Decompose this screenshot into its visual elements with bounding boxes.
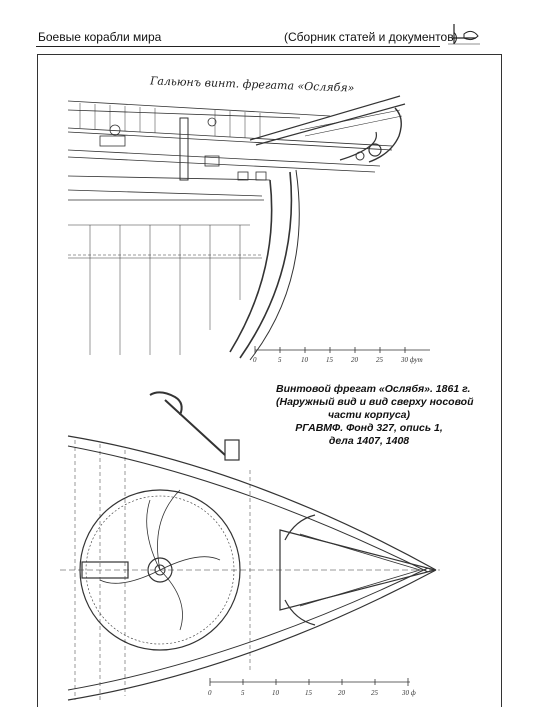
book-title: Боевые корабли мира [38,30,162,44]
bottom-scale-label: 5 [241,689,245,697]
top-scale-label: 20 [351,356,358,364]
top-scale-label: 25 [376,356,383,364]
top-scale-label: 5 [278,356,282,364]
caption-line: части корпуса) [327,409,411,421]
bottom-scale-labels [208,689,416,697]
caption-line: Винтовой фрегат «Ослябя». 1861 г. [276,383,471,395]
top-scale-label: 15 [326,356,333,364]
caption-line: РГАВМФ. Фонд 327, опись 1, [295,422,443,434]
drawing-handwritten-title: Гальюнъ винт. фрегата «Ослябя» [149,74,355,95]
top-scale-labels [253,356,423,364]
bottom-scale-label: 25 [371,689,378,697]
bottom-scale-label: 10 [272,689,279,697]
top-scale-label: 0 [253,356,257,364]
top-scale-label: 30 фут [401,356,423,364]
figure-caption [276,383,474,448]
bottom-scale-label: 30 ф [402,689,416,697]
caption-line: дела 1407, 1408 [328,435,410,447]
bottom-scale-label: 0 [208,689,212,697]
top-scale-label: 10 [301,356,308,364]
book-subtitle: (Сборник статей и документов) [284,30,458,44]
caption-line: (Наружный вид и вид сверху носовой [276,396,474,408]
bottom-scale-label: 20 [338,689,345,697]
bottom-scale-label: 15 [305,689,312,697]
